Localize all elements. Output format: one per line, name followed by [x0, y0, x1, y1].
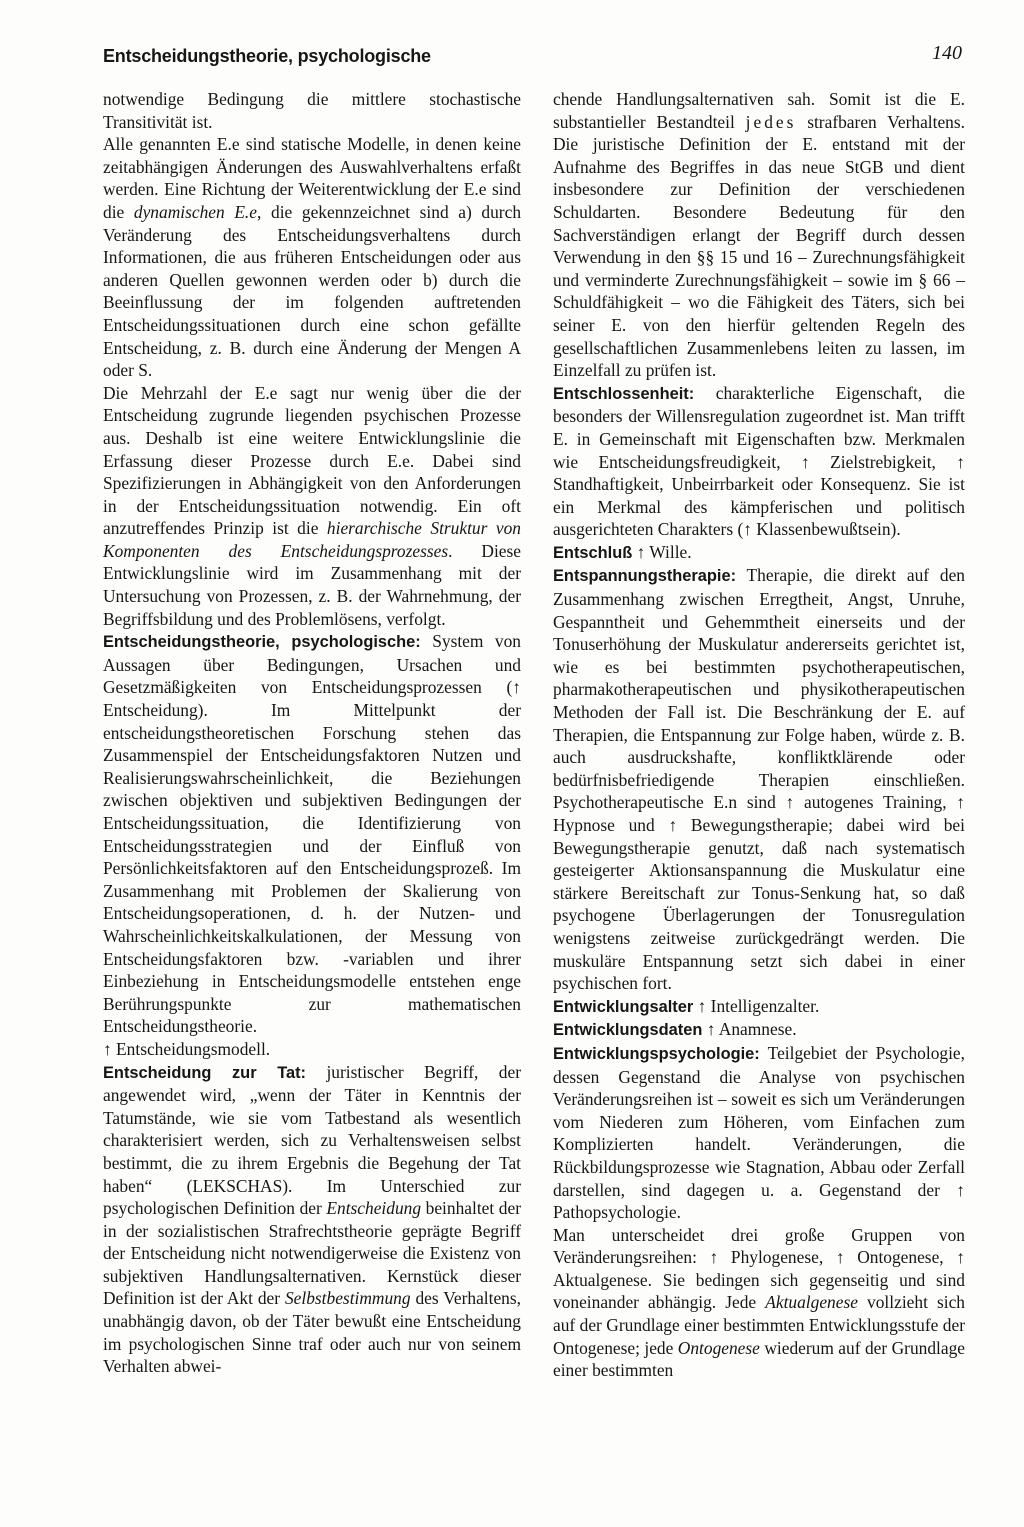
entry-text: System von Aussagen über Bedingungen, Ursachen und Gesetzmäßigkeiten von Entscheidungsprozessen (↑ Entscheidung). Im Mittelpunkt der entscheidungstheoretischen Forschung stehen das Zusammenspiel der Entscheidungsfaktoren Nutzen und Realisierungswahrscheinlichkeit, die Beziehungen zwischen objektiven und subjektiven Bedingungen der Entscheidungssituation, die Identifizierung von Entscheidungsstrategien und der Einfluß von Persönlichkeitsfaktoren auf den Entscheidungsprozeß. Im Zusammenhang mit Problemen der Skalierung von Entscheidungsoperationen, d. h. der Nutzen- und Wahrscheinlichkeitskalkulationen, der Messung von Entscheidungsfaktoren bzw. -variablen und ihrer Einbeziehung in Entscheidungsmodelle entstehen enge Berührungspunkte zur mathematischen Entscheidungstheorie.: [103, 631, 521, 1037]
text: vollzieht sich auf der Grundlage einer bestimmten Entwicklungsstufe der Ontogenese; jede: [553, 1292, 965, 1358]
text: notwendige Bedingung die mittlere stochastische Transitivität ist.: [103, 89, 521, 132]
header-title: Entscheidungstheorie, psychologische: [103, 46, 431, 66]
emphasis: Entscheidung: [326, 1198, 422, 1219]
entry-term: Entspannungstherapie:: [553, 567, 737, 586]
text: Die Mehrzahl der E.e sagt nur wenig über die der Entscheidung zugrunde liegenden psychischen Prozesse aus. Deshalb ist eine weitere Entwicklungslinie die Erfassung dieser Prozesse durch E.e. Dabei sind Spezifizierungen in Abhängigkeit von den Anforderungen in der Entscheidungssituation notwendig. Ein oft anzutreffendes Prinzip ist die: [103, 382, 521, 539]
entry-text: ↑ Intelligenzalter.: [693, 995, 820, 1016]
entry-term: Entscheidung zur Tat:: [103, 1063, 307, 1082]
entry: [553, 541, 965, 565]
emphasis: Aktualgenese: [765, 1292, 858, 1313]
text: . Diese Entwicklungslinie wird im Zusammenhang mit der Untersuchung von Prozessen, z. B. der Wahrnehmung, der Begriffsbildung und des Problemlösens, verfolgt.: [103, 540, 521, 629]
left-column: [103, 88, 521, 1378]
entry-text: Teilgebiet der Psychologie, dessen Gegenstand die Analyse von psychischen Veränderungsreihen ist – soweit es sich um Veränderungen vom Niederen zum Höheren, vom Einfachen zum Komplizierten handelt. Veränderungen, die Rückbildungsprozesse wie Stagnation, Abbau oder Zerfall darstellen, sind dagegen u. a. Gegenstand der ↑ Pathopsychologie.: [553, 1042, 965, 1223]
entry-term: Entwicklungsdaten: [553, 1021, 703, 1040]
entry-text: charakterliche Eigenschaft, die besonders der Willensregulation zugeordnet ist. Man trifft E. in Gemeinschaft mit Eigenschaften bzw. Merkmalen wie Entscheidungsfreudigkeit, ↑ Zielstrebigkeit, ↑ Standhaftigkeit, Unbeirrbarkeit oder Konsequenz. Sie ist ein Merkmal des kämpferischen und politisch ausgerichteten Charakters (↑ Klassenbewußtsein).: [553, 382, 965, 540]
entry: [553, 564, 965, 994]
page-number: 140: [932, 42, 962, 64]
entry: [103, 630, 521, 1038]
right-column: [553, 88, 965, 1382]
paragraph: [103, 382, 521, 631]
emphasis: hierarchische Struktur von Komponenten des Entscheidungsprozesses: [103, 518, 521, 561]
entry: [553, 382, 965, 541]
entry-term: Entscheidungstheorie, psychologische:: [103, 633, 421, 652]
entry: [103, 1061, 521, 1378]
entry-text: ↑ Wille.: [632, 541, 692, 562]
entry: [553, 1042, 965, 1224]
entry-term: Entschluß: [553, 543, 633, 562]
entry-term: Entschlossenheit:: [553, 384, 695, 403]
text: Alle genannten E.e sind statische Modelle, in denen keine zeitabhängigen Änderungen des Auswahlverhaltens erfaßt werden. Eine Richtung der Weiterentwicklung der E.e sind die: [103, 134, 521, 222]
entry-text: des Verhaltens, unabhängig davon, ob der Täter bewußt eine Entscheidung im psychologischen Sinne traf oder auch nur von seinem Verhalten abwei-: [103, 1288, 521, 1377]
text: Man unterscheidet drei große Gruppen von Veränderungsreihen: ↑ Phylogenese, ↑ Ontogenese, ↑ Aktualgenese. Sie bedingen sich gegenseitig und sind voneinander abhängig. Jede: [553, 1224, 965, 1313]
entry: [553, 1018, 965, 1042]
entry-term: Entwicklungsalter: [553, 997, 694, 1016]
text: wiederum auf der Grundlage einer bestimmten: [553, 1337, 965, 1381]
entry-text: juristischer Begriff, der angewendet wird, „wenn der Täter in Kenntnis der Tatumstände, wie sie vom Tatbestand als wesentlich charakterisiert werden, sich zu Verhaltensweisen selbst bestimmt, die zu ihrem Ergebnis die Begehung der Tat haben“ (LEKSCHAS). Im Unterschied zur psychologischen Definition der: [103, 1061, 522, 1219]
entry-text: beinhaltet der in der sozialistischen Strafrechtstheorie geprägte Begriff der Entscheidung nicht notwendigerweise die Existenz von subjektiven Handlungsalternativen. Kernstück dieser Definition ist der Akt der: [103, 1198, 521, 1309]
text: ↑ Entscheidungsmodell.: [103, 1038, 271, 1059]
emphasis: Ontogenese: [677, 1337, 760, 1358]
text: chende Handlungsalternativen sah. Somit ist die E. substantieller Bestandteil: [553, 89, 965, 132]
paragraph: [553, 1224, 965, 1382]
emphasis: Selbstbestimmung: [284, 1288, 411, 1309]
entry-term: Entwicklungspsychologie:: [553, 1044, 760, 1063]
spaced-emphasis: jedes: [745, 111, 797, 132]
paragraph: [103, 88, 521, 133]
entry-text: Therapie, die direkt auf den Zusammenhang zwischen Erregtheit, Angst, Unruhe, Gespanntheit und Gehemmtheit einerseits und der Tonuserhöhung der Muskulatur andererseits gerichtet ist, wie es bei bestimmten psychotherapeutischen, pharmakotherapeutischen und physikotherapeutischen Methoden der Fall ist. Die Beschränkung der E. auf Therapien, die Entspannung zur Folge haben, würde z. B. auch ausdruckshafte, konfliktklärende oder bedürfnisbefriedigende Therapien einschließen. Psychotherapeutische E.n sind ↑ autogenes Training, ↑ Hypnose und ↑ Bewegungstherapie; dabei wird bei Bewegungstherapie genutzt, daß nach systematisch gesteigerter Aktionsanspannung die Muskulatur eine stärkere Bereitschaft zur Tonus-Senkung hat, so daß psychogene Überlagerungen der Tonusregulation wenigstens zeitweise zurückgedrängt werden. Die muskuläre Entspannung setzt sich dabei in einer psychischen fort.: [553, 565, 965, 994]
paragraph: [553, 88, 965, 382]
emphasis: dynamischen E.e: [133, 201, 258, 222]
entry-text: ↑ Anamnese.: [702, 1019, 797, 1040]
paragraph: [103, 133, 521, 382]
entry: [553, 995, 965, 1019]
cross-reference: [103, 1038, 521, 1061]
text: , die gekennzeichnet sind a) durch Veränderung des Entscheidungsverhaltens durch Informationen, die aus früheren Entscheidungen oder aus anderen Quellen gewonnen werden oder b) durch die Beeinflussung der im folgenden auftretenden Entscheidungssituationen durch eine schon gefällte Entscheidung, z. B. durch eine Änderung der Mengen A oder S.: [103, 201, 522, 381]
text: strafbaren Verhaltens. Die juristische Definition der E. entstand mit der Aufnahme des Begriffes in das neue StGB und dient insbesondere zur Definition der verschiedenen Schuldarten. Besondere Bedeutung für den Sachverständigen erlangt der Begriff durch dessen Verwendung in den §§ 15 und 16 – Zurechnungsfähigkeit und verminderte Zurechnungsfähigkeit – sowie im § 66 – Schuldfähigkeit – wo die Fähigkeit des Täters, sich bei seiner E. von den hierfür geltenden Regeln des gesellschaftlichen Zusammenlebens leiten zu lassen, im Einzelfall zu prüfen ist.: [553, 111, 965, 381]
